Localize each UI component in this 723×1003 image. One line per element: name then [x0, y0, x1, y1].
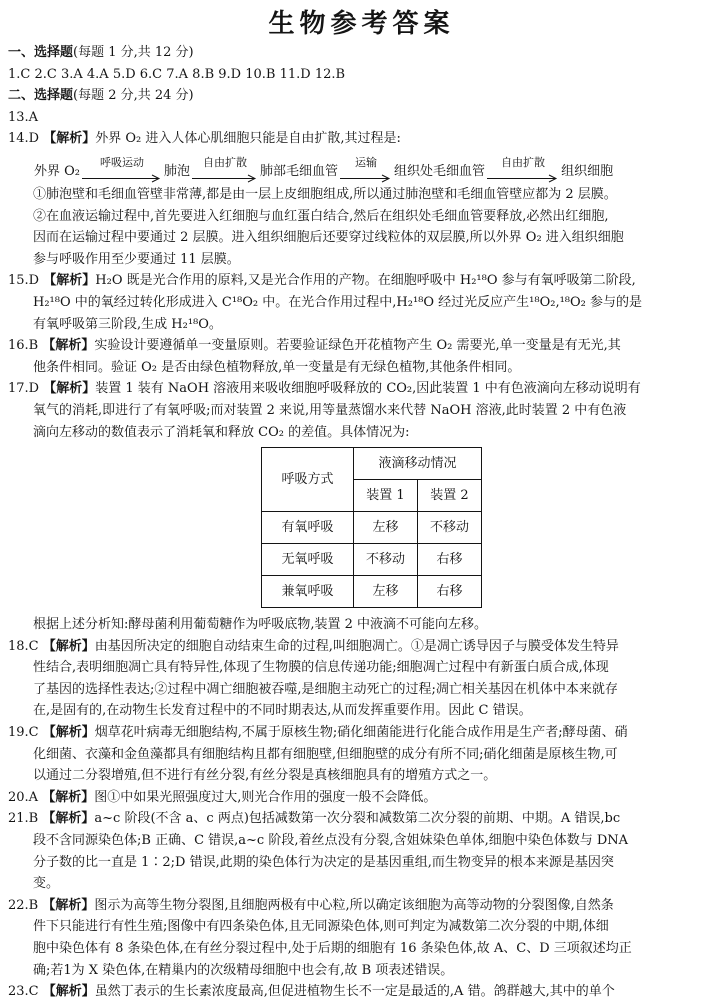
section1-note: (每题 1 分,共 12 分): [73, 45, 194, 60]
q23-tag: 【解析】: [42, 984, 95, 1000]
q14-lead: 外界 O₂ 进入人体心肌细胞只能是自由扩散,其过程是:: [95, 131, 401, 147]
pathway-arrow-3: [340, 155, 392, 183]
q22-number: 22.B: [8, 897, 39, 913]
q17-text-1: 装置 1 装有 NaOH 溶液用来吸收细胞呼吸释放的 CO₂,因此装置 1 中有色液滴向左移动说明有: [95, 381, 641, 397]
q22-line-2: 件下只能进行有性生殖;图像中有四条染色体,且无同源染色体,则可判定为减数第二次分裂的中期,体细: [33, 919, 609, 935]
q18-line-3: 了基因的选择性表达;②过程中凋亡细胞被吞噬,是细胞主动死亡的过程;凋亡相关基因在机体中本来就存: [33, 681, 618, 697]
q13-answer: 13.A: [8, 109, 39, 125]
table-cell-device1: 左移: [354, 576, 418, 608]
q22-tag: 【解析】: [42, 897, 95, 913]
q17-line-3: 滴向左移动的数值表示了消耗氧和释放 CO₂ 的差值。具体情况为:: [33, 424, 410, 440]
pathway-term-0: 外界 O₂: [34, 163, 81, 179]
q17-conclusion: 根据上述分析知:酵母菌利用葡萄糖作为呼吸底物,装置 2 中液滴不可能向左移。: [33, 617, 488, 633]
table-header-mode: 呼吸方式: [262, 448, 354, 512]
q15-line-1: [8, 270, 715, 292]
q23-line-1: [8, 981, 715, 1003]
table-row: [262, 576, 482, 608]
q16-text-1: 实验设计要遵循单一变量原则。若要验证绿色开花植物产生 O₂ 需要光,单一变量是有无光,其: [94, 338, 621, 354]
q21-tag: 【解析】: [42, 811, 95, 827]
q14-line-1: [8, 128, 715, 150]
q15-tag: 【解析】: [43, 273, 96, 289]
pathway-term-2: 肺部毛细血管: [260, 163, 339, 179]
q21-line-3: 分子数的比一直是 1∶2;D 错误,此期的染色体行为决定的是基因重组,而生物变异的根本来源是基因突: [33, 854, 614, 870]
section1-heading: 一、选择题: [8, 45, 74, 60]
table-cell-device2: 右移: [418, 576, 482, 608]
q17-tag: 【解析】: [43, 381, 96, 397]
table-cell-mode: 无氧呼吸: [262, 544, 354, 576]
q16-line-1: [8, 335, 715, 357]
pathway-arrow-label-2: 自由扩散: [203, 155, 248, 169]
q21-line-2: 段不含同源染色体;B 正确、C 错误,a~c 阶段,着丝点没有分裂,含姐妹染色单体,细胞中染色体数与 DNA: [33, 833, 629, 849]
section1-answers: 1.C 2.C 3.A 4.A 5.D 6.C 7.A 8.B 9.D 10.B 11.D 12.B: [8, 66, 346, 82]
q20-line-1: [8, 787, 715, 809]
table-cell-device2: 右移: [418, 544, 482, 576]
q15-text-1: H₂O 既是光合作用的原料,又是光合作用的产物。在细胞呼吸中 H₂¹⁸O 参与有氧呼吸第二阶段,: [95, 273, 636, 289]
table-cell-mode: 有氧呼吸: [262, 512, 354, 544]
pathway-term-1: 肺泡: [164, 163, 191, 179]
q17-number: 17.D: [8, 381, 40, 397]
q18-number: 18.C: [8, 638, 39, 654]
q14-pathway-diagram: [8, 150, 715, 184]
table-cell-device1: 左移: [354, 512, 418, 544]
q17-line-2: 氧气的消耗,即进行了有氧呼吸;而对装置 2 来说,用等量蒸馏水来代替 NaOH 溶液,此时装置 2 中有色液: [33, 402, 627, 418]
q14-number: 14.D: [8, 131, 40, 147]
q22-line-4: 确;若1为 X 染色体,在精巢内的次级精母细胞中也会有,故 B 项表述错误。: [33, 962, 454, 978]
q23-text-1: 虽然丁表示的生长素浓度最高,但促进植物生长不一定是最适的,A 错。鸽群越大,其中的单个: [94, 984, 615, 1000]
pathway-arrow-1: [82, 155, 162, 183]
q19-line-1: [8, 722, 715, 744]
pathway-arrow-4: [487, 155, 559, 183]
q14-line-4: 因而在运输过程中要通过 2 层膜。进入组织细胞后还要穿过线粒体的双层膜,所以外界 O₂ 进入组织细胞: [33, 230, 624, 246]
pathway-arrow-2: [192, 155, 258, 183]
table-row: [262, 512, 482, 544]
q19-line-3: 以通过二分裂增殖,但不进行有丝分裂,有丝分裂是真核细胞具有的增殖方式之一。: [33, 768, 497, 784]
q21-line-1: [8, 808, 715, 830]
q19-tag: 【解析】: [42, 725, 95, 741]
table-header-device2: 装置 2: [418, 480, 482, 512]
q19-text-1: 烟草花叶病毒无细胞结构,不属于原核生物;硝化细菌能进行化能合成作用是生产者;酵母菌、硝: [94, 725, 628, 741]
table-row: [262, 544, 482, 576]
q21-text-1: a~c 阶段(不含 a、c 两点)包括减数第一次分裂和减数第二次分裂的前期、中期。A 错误,bc: [94, 811, 621, 827]
q16-number: 16.B: [8, 338, 39, 354]
pathway-term-4: 组织细胞: [561, 163, 614, 179]
q14-tag: 【解析】: [43, 131, 96, 147]
q19-number: 19.C: [8, 725, 39, 741]
q15-line-3: 有氧呼吸第三阶段,生成 H₂¹⁸O。: [33, 316, 222, 332]
q22-line-1: [8, 895, 715, 917]
pathway-arrow-label-1: 呼吸运动: [100, 155, 145, 169]
table-cell-device2: 不移动: [418, 512, 482, 544]
q20-tag: 【解析】: [42, 789, 95, 805]
q21-line-4: 变。: [33, 876, 60, 892]
pathway-term-3: 组织处毛细血管: [394, 163, 486, 179]
respiration-table: [261, 447, 482, 608]
table-cell-device1: 不移动: [354, 544, 418, 576]
q20-number: 20.A: [8, 789, 39, 805]
q15-number: 15.D: [8, 273, 40, 289]
q22-text-1: 图示为高等生物分裂图,且细胞两极有中心粒,所以确定该细胞为高等动物的分裂图像,自然条: [94, 897, 614, 913]
q14-line-5: 参与呼吸作用至少要通过 11 层膜。: [33, 251, 240, 267]
pathway-arrow-label-4: 自由扩散: [501, 155, 546, 169]
q16-line-2: 他条件相同。验证 O₂ 是否由绿色植物释放,单一变量是有无绿色植物,其他条件相同。: [33, 359, 521, 375]
pathway-arrow-label-3: 运输: [355, 155, 378, 169]
q19-line-2: 化细菌、衣藻和金鱼藻都具有细胞结构且都有细胞壁,但细胞壁的成分有所不同;硝化细菌是原核生物,可: [33, 746, 618, 762]
table-header-device1: 装置 1: [354, 480, 418, 512]
table-cell-mode: 兼氧呼吸: [262, 576, 354, 608]
page-title: 生物参考答案: [268, 9, 455, 39]
q21-number: 21.B: [8, 811, 39, 827]
section2-heading: 二、选择题: [8, 88, 74, 104]
q23-number: 23.C: [8, 984, 39, 1000]
q18-line-2: 性结合,表明细胞凋亡具有特异性,体现了生物膜的信息传递功能;细胞凋亡过程中有新蛋白质合成,体现: [33, 660, 609, 676]
q18-line-1: [8, 636, 715, 658]
q15-line-2: H₂¹⁸O 中的氧经过转化形成进入 C¹⁸O₂ 中。在光合作用过程中,H₂¹⁸O 经过光反应产生¹⁸O₂,¹⁸O₂ 参与的是: [33, 294, 643, 310]
q18-tag: 【解析】: [42, 638, 95, 654]
answer-content: [0, 42, 723, 1003]
table-header-drop: 液滴移动情况: [354, 448, 482, 480]
section1-header: [8, 42, 715, 64]
q17-line-1: [8, 378, 715, 400]
q14-line-3: ②在血液运输过程中,首先要进入红细胞与血红蛋白结合,然后在组织处毛细血管要释放,必然出红细胞,: [33, 208, 609, 224]
q16-tag: 【解析】: [42, 338, 95, 354]
q18-line-4: 在,是固有的,在动物生长发育过程中的不同时期表达,从而发挥重要作用。因此 C 错误。: [33, 703, 532, 719]
q20-text-1: 图①中如果光照强度过大,则光合作用的强度一般不会降低。: [94, 789, 437, 805]
section2-header: [8, 85, 715, 107]
q22-line-3: 胞中染色体有 8 条染色体,在有丝分裂过程中,处于后期的细胞有 16 条染色体,故 A、C、D 三项叙述均正: [33, 941, 632, 956]
q14-line-2: ①肺泡壁和毛细血管壁非常薄,都是由一层上皮细胞组成,所以通过肺泡壁和毛细血管壁应都为 2 层膜。: [33, 186, 617, 202]
q18-text-1: 由基因所决定的细胞自动结束生命的过程,叫细胞凋亡。①是凋亡诱导因子与膜受体发生特异: [94, 638, 619, 654]
section2-note: (每题 2 分,共 24 分): [73, 88, 194, 104]
